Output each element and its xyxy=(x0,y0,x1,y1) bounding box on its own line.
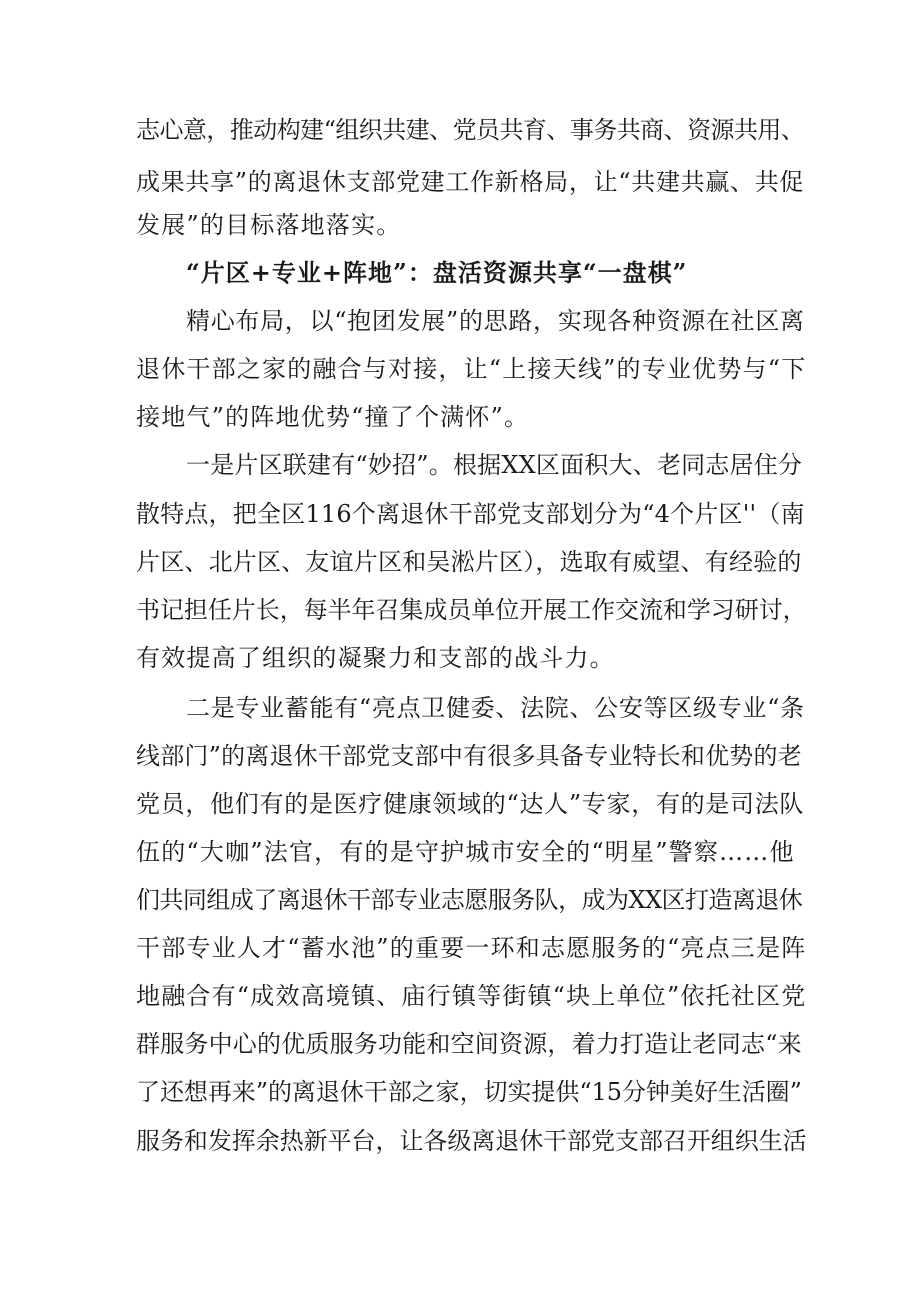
paragraph-line: 们共同组成了离退休干部专业志愿服务队，成为XX区打造离退休 xyxy=(136,886,803,914)
paragraph-line: 群服务中心的优质服务功能和空间资源，着力打造让老同志“来 xyxy=(136,1030,802,1058)
paragraph-line: 有效提高了组织的凝聚力和支部的战斗力。 xyxy=(136,644,615,672)
paragraph-line: 党员，他们有的是医疗健康领域的“达人”专家，有的是司法队 xyxy=(136,790,805,818)
paragraph-line: 片区、北片区、友谊片区和吴淞片区），选取有威望、有经验的 xyxy=(136,548,802,576)
paragraph-line: 伍的“大咖”法官，有的是守护城市安全的“明星”警察……他 xyxy=(136,838,795,866)
paragraph-line: 二是专业蓄能有“亮点卫健委、法院、公安等区级专业“条 xyxy=(186,694,805,722)
paragraph-line: 散特点，把全区116个离退休干部党支部划分为“4个片区''（南 xyxy=(136,500,805,528)
section-heading: “片区+专业+阵地”：盘活资源共享“一盘棋” xyxy=(186,258,688,287)
paragraph-line: 退休干部之家的融合与对接，让“上接天线”的专业优势与“下 xyxy=(136,355,807,383)
paragraph-line: 一是片区联建有“妙招”。根据XX区面积大、老同志居住分 xyxy=(186,451,803,479)
paragraph-line: 地融合有“成效高境镇、庙行镇等街镇“块上单位”依托社区党 xyxy=(136,982,807,1010)
paragraph-line: 了还想再来”的离退休干部之家，切实提供“15分钟美好生活圈” xyxy=(136,1078,802,1106)
paragraph-line: 成果共享”的离退休支部党建工作新格局，让“共建共赢、共促 xyxy=(136,168,805,196)
paragraph-line: 志心意，推动构建“组织共建、党员共育、事务共商、资源共用、 xyxy=(136,116,805,144)
paragraph-line: 干部专业人才“蓄水池”的重要一环和志愿服务的“亮点三是阵 xyxy=(136,934,807,962)
paragraph-line: 发展”的目标落地落实。 xyxy=(136,211,402,239)
paragraph-line: 接地气”的阵地优势“撞了个满怀”。 xyxy=(136,403,530,431)
paragraph-line: 线部门”的离退休干部党支部中有很多具备专业特长和优势的老 xyxy=(136,742,802,770)
paragraph-line: 精心布局，以“抱团发展”的思路，实现各种资源在社区离 xyxy=(186,307,805,335)
paragraph-line: 书记担任片长，每半年召集成员单位开展工作交流和学习研讨， xyxy=(136,596,807,624)
paragraph-line: 服务和发挥余热新平台，让各级离退休干部党支部召开组织生活 xyxy=(136,1127,807,1155)
